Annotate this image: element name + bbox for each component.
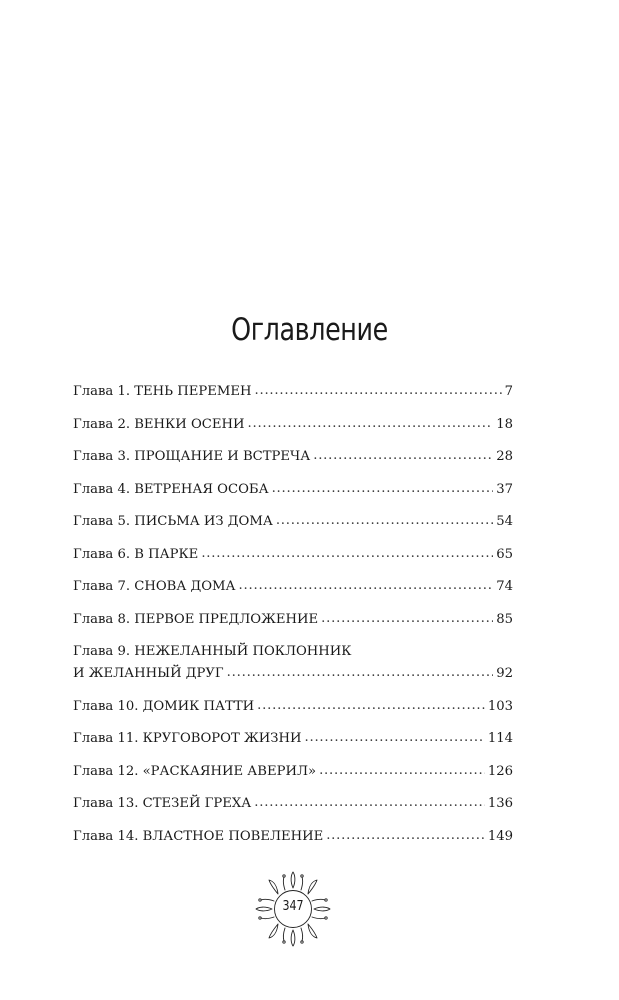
toc-entry-label: Глава 5. ПИСЬМА ИЗ ДОМА <box>73 514 273 529</box>
toc-entry-4 <box>73 480 513 500</box>
toc-entry-label: Глава 6. В ПАРКЕ <box>73 546 199 562</box>
toc-entry-page: 74 <box>496 579 513 594</box>
toc-entry-12 <box>73 762 513 782</box>
toc-entry-label-line1: Глава 9. НЕЖЕЛАННЫЙ ПОКЛОННИК <box>73 644 352 659</box>
toc-entry-label: Глава 7. СНОВА ДОМА <box>73 579 236 594</box>
toc-entry-6 <box>73 545 513 565</box>
table-of-contents <box>73 382 513 859</box>
toc-entry-label: Глава 14. ВЛАСТНОЕ ПОВЕЛЕНИЕ <box>73 828 324 844</box>
toc-entry-3 <box>73 447 513 467</box>
toc-entry-label: Глава 1. ТЕНЬ ПЕРЕМЕН <box>73 384 252 399</box>
toc-entry-page: 136 <box>487 796 513 811</box>
dot-leader <box>272 479 494 499</box>
toc-entry-14 <box>73 827 513 847</box>
toc-entry-label: Глава 12. «РАСКАЯНИЕ АВЕРИЛ» <box>73 763 317 779</box>
toc-entry-page: 65 <box>496 546 513 562</box>
toc-entry-11 <box>73 729 513 749</box>
toc-entry-13 <box>73 794 513 814</box>
page-title: Оглавление <box>231 312 388 348</box>
toc-entry-page: 114 <box>487 731 513 746</box>
toc-entry-label: Глава 11. КРУГОВОРОТ ЖИЗНИ <box>73 731 302 746</box>
dot-leader <box>321 609 493 629</box>
toc-entry-5 <box>73 512 513 532</box>
dot-leader <box>239 576 494 596</box>
toc-entry-2 <box>73 415 513 435</box>
toc-entry-page: 28 <box>496 449 513 464</box>
toc-entry-page: 7 <box>504 384 513 399</box>
dot-leader <box>227 663 494 683</box>
toc-entry-7 <box>73 577 513 597</box>
dot-leader <box>254 381 501 401</box>
page-number: 347 <box>282 899 304 914</box>
toc-entry-label: Глава 13. СТЕЗЕЙ ГРЕХА <box>73 796 252 811</box>
toc-entry-page: 54 <box>496 514 513 529</box>
toc-entry-page: 37 <box>496 481 513 497</box>
toc-entry-page: 18 <box>496 416 513 432</box>
toc-entry-second-line <box>73 664 513 684</box>
dot-leader <box>201 544 493 564</box>
toc-entry-label: Глава 4. ВЕТРЕНАЯ ОСОБА <box>73 481 269 497</box>
toc-entry-8 <box>73 610 513 630</box>
toc-entry-10 <box>73 697 513 717</box>
dot-leader <box>247 414 493 434</box>
toc-entry-page: 103 <box>487 698 513 714</box>
toc-entry-9 <box>73 642 513 684</box>
toc-entry-page: 85 <box>496 611 513 627</box>
toc-entry-page: 92 <box>496 666 513 681</box>
dot-leader <box>254 793 485 813</box>
dot-leader <box>313 446 493 466</box>
toc-entry-1 <box>73 382 513 402</box>
dot-leader <box>304 728 484 748</box>
toc-entry-label: Глава 2. ВЕНКИ ОСЕНИ <box>73 416 245 432</box>
dot-leader <box>276 511 493 531</box>
toc-entry-label: Глава 8. ПЕРВОЕ ПРЕДЛОЖЕНИЕ <box>73 611 319 627</box>
dot-leader <box>319 761 485 781</box>
toc-entry-label: Глава 10. ДОМИК ПАТТИ <box>73 698 255 714</box>
toc-entry-page: 126 <box>487 763 513 779</box>
toc-entry-label-line2: И ЖЕЛАННЫЙ ДРУГ <box>73 666 224 681</box>
toc-entry-label: Глава 3. ПРОЩАНИЕ И ВСТРЕЧА <box>73 449 311 464</box>
dot-leader <box>326 826 485 846</box>
toc-entry-page: 149 <box>487 828 513 844</box>
dot-leader <box>257 696 485 716</box>
